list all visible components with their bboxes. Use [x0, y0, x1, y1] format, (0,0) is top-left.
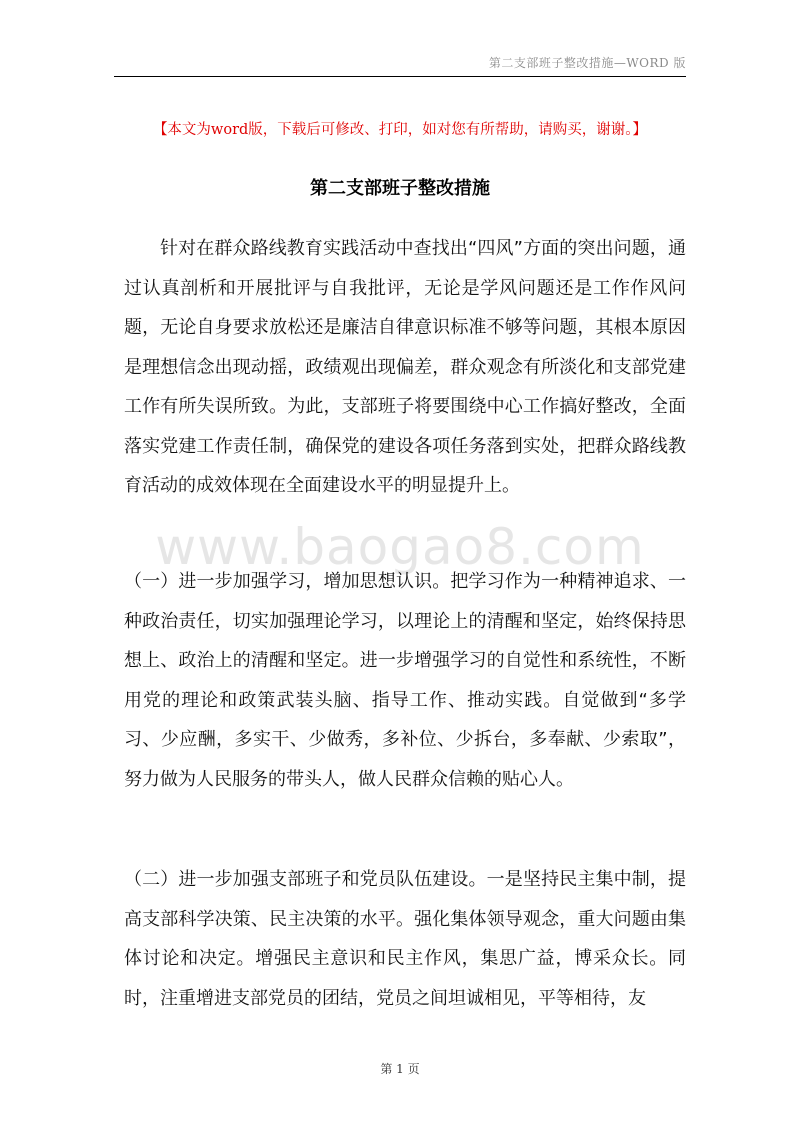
paragraph-section-2: （二）进一步加强支部班子和党员队伍建设。一是坚持民主集中制，提高支部科学决策、民主决策的水平。强化集体领导观念，重大问题由集体讨论和决定。增强民主意识和民主作风，集思广益，博采众长。同时，注重增进支部党员的团结，党员之间坦诚相见，平等相待，友 [124, 869, 686, 1009]
page-number: 第 1 页 [380, 1062, 420, 1076]
paragraph-intro: 针对在群众路线教育实践活动中查找出“四风”方面的突出问题，通过认真剖析和开展批评与自我批评，无论是学风问题还是工作作风问题，无论自身要求放松还是廉洁自律意识标准不够等问题，其根本原因是理想信念出现动摇，政绩观出现偏差，群众观念有所淡化和支部党建工作有所失误所致。为此，支部班子将要围绕中心工作搞好整改，全面落实党建工作责任制，确保党的建设各项任务落到实处，把群众路线教育活动的成效体现在全面建设水平的明显提升上。 [124, 238, 686, 496]
paragraph-section-1: （一）进一步加强学习，增加思想认识。把学习作为一种精神追求、一种政治责任，切实加强理论学习，以理论上的清醒和坚定，始终保持思想上、政治上的清醒和坚定。进一步增强学习的自觉性和系统性，不断用党的理论和政策武装头脑、指导工作、推动实践。自觉做到“多学习、少应酬，多实干、少做秀，多补位、少拆台，多奉献、少索取”，努力做为人民服务的带头人，做人民群众信赖的贴心人。 [124, 571, 686, 790]
document-title: 第二支部班子整改措施 [310, 178, 490, 199]
watermark: www.baogao8.com [155, 518, 645, 576]
running-header: 第二支部班子整改措施—WORD 版 [488, 56, 686, 70]
purchase-notice: 【本文为word版，下载后可修改、打印，如对您有所帮助，请购买，谢谢。】 [152, 122, 648, 138]
header-divider [114, 76, 686, 77]
